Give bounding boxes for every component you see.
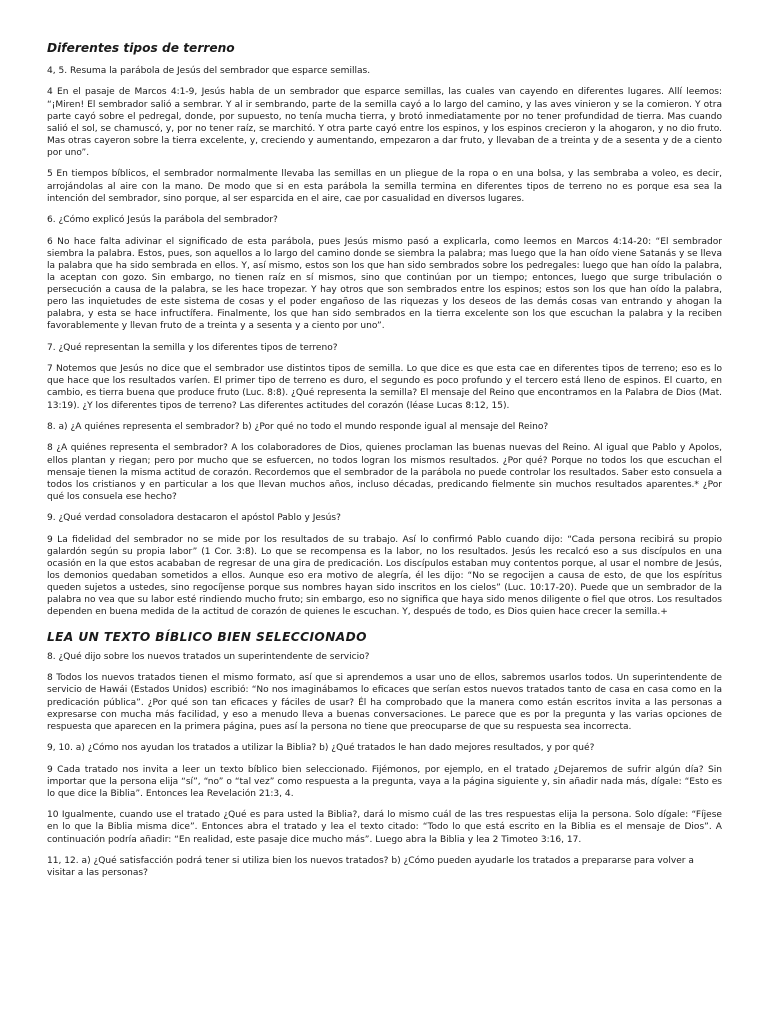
paragraph-9: 9 La fidelidad del sembrador no se mide por los resultados de su trabajo. Así lo confirmó Pablo cuando dijo: “Cada persona recibirá su propio galardón según su propia labor” (1 Cor. 3:8). Lo que se recompensa es la labor, no los resultados. Jesús les recalcó eso a sus discípulos en una ocasión en la que estos acababan de regresar de una gira de predicación. Los discípulos estaban muy contentos porque, al usar el nombre de Jesús, los demonios quedaban sometidos a ellos. Aunque eso era motivo de alegría, él les dijo: “No se regocijen a causa de esto, de que los espíritus queden sujetos a ustedes, sino regocíjense porque sus nombres hayan sido inscritos en los cielos” (Luc. 10:17-20). Puede que un sembrador de la palabra no vea que su labor esté rindiendo mucho fruto; sin embargo, eso no significa que haya sido menos diligente o fiel que otros. Los resultados dependen en buena medida de la actitud de corazón de quienes le escuchan. Y, después de todo, es Dios quien hace crecer la semilla.+ <box>47 534 722 618</box>
question-11-12: 11, 12. a) ¿Qué satisfacción podrá tener si utiliza bien los nuevos tratados? b) ¿Cómo pueden ayudarle los tratados a prepararse para volver a visitar a las personas? <box>47 856 694 879</box>
paragraph-5: 5 En tiempos bíblicos, el sembrador normalmente llevaba las semillas en un pliegue de la ropa o en una bolsa, y las sembraba a voleo, es decir, arrojándolas al aire con la mano. De modo que si en esta parábola la semilla termina en diferentes tipos de terreno no es porque esa sea la intención del sembrador, sino porque, al ser esparcida en el aire, cae por casualidad en diversos lugares. <box>47 169 722 204</box>
paragraph-9b: 9 Cada tratado nos invita a leer un texto bíblico bien seleccionado. Fijémonos, por ejemplo, en el tratado ¿Dejaremos de sufrir algún día? Sin importar que la persona elija “sí”, “no” o “tal vez” como respuesta a la pregunta, vaya a la página siguiente y, sin añadir nada más, dígale: “Esto es lo que dice la Biblia”. Entonces lea Revelación 21:3, 4. <box>47 764 722 799</box>
paragraph-6: 6 No hace falta adivinar el significado de esta parábola, pues Jesús mismo pasó a explicarla, como leemos en Marcos 4:14-20: “El sembrador siembra la palabra. Estos, pues, son aquellos a lo largo del camino donde se siembra la palabra; mas luego que la han oído viene Satanás y se lleva la palabra que ha sido sembrada en ellos. Y, así mismo, estos son los que han sido sembrados sobre los pedregales: luego que han oído la palabra, la aceptan con gozo. Sin embargo, no tienen raíz en sí mismos, sino que continúan por un tiempo; entonces, luego que surge tribulación o persecución a causa de la palabra, se les hace tropezar. Y hay otros que son sembrados entre los espinos; estos son los que han oído la palabra, pero las inquietudes de este sistema de cosas y el poder engañoso de las riquezas y los deseos de las demás cosas van entrando y ahogan la palabra, y esta se hace infructífera. Finalmente, los que han sido sembrados en la tierra excelente son los que escuchan la palabra y la reciben favorablemente y llevan fruto de a treinta y a sesenta y a ciento por uno”. <box>47 236 722 332</box>
section-diferentes-tipos <box>47 65 722 618</box>
question-9: 9. ¿Qué verdad consoladora destacaron el apóstol Pablo y Jesús? <box>47 513 341 524</box>
section-lea-un-texto <box>47 651 722 879</box>
section-title-diferentes-tipos: Diferentes tipos de terreno <box>47 41 235 55</box>
question-4-5: 4, 5. Resuma la parábola de Jesús del sembrador que esparce semillas. <box>47 66 371 76</box>
document-page <box>47 38 722 889</box>
question-8: 8. a) ¿A quiénes representa el sembrador? b) ¿Por qué no todo el mundo responde igual al mensaje del Reino? <box>47 421 549 432</box>
paragraph-7: 7 Notemos que Jesús no dice que el sembrador use distintos tipos de semilla. Lo que dice es que esta cae en diferentes tipos de terreno; eso es lo que hace que los resultados varíen. El primer tipo de terreno es duro, el segundo es poco profundo y el tercero está lleno de espinos. El cuarto, en cambio, es tierra buena que produce fruto (Luc. 8:8). ¿Qué representa la semilla? El mensaje del Reino que encontramos en la Palabra de Dios (Mat. 13:19). ¿Y los diferentes tipos de terreno? Las diferentes actitudes del corazón (léase Lucas 8:12, 15). <box>47 364 722 411</box>
question-8b: 8. ¿Qué dijo sobre los nuevos tratados un superintendente de servicio? <box>47 651 370 662</box>
paragraph-8b: 8 Todos los nuevos tratados tienen el mismo formato, así que si aprendemos a usar uno de ellos, sabremos usarlos todos. Un superintendente de servicio de Hawái (Estados Unidos) escribió: “No nos imaginábamos lo eficaces que serían estos nuevos tratados tanto de casa en casa como en la predicación pública”. ¿Por qué son tan eficaces y fáciles de usar? Él ha comprobado que la manera como están escritos invita a las personas a expresarse con mucha más facilidad, y eso a menudo lleva a buenas conversaciones. Le parece que es por la pregunta y las varias opciones de respuesta que aparecen en la primera página, pues así la persona no tiene que preocuparse de que su respuesta sea incorrecta. <box>47 673 722 732</box>
paragraph-8: 8 ¿A quiénes representa el sembrador? A los colaboradores de Dios, quienes proclaman las buenas nuevas del Reino. Al igual que Pablo y Apolos, ellos plantan y riegan; pero por mucho que se esfuercen, no todos logran los mismos resultados. ¿Por qué? Porque no todos los que escuchan el mensaje tienen la misma actitud de corazón. Recordemos que el sembrador de la parábola no puede controlar los resultados. Saber esto consuela a todos los cristianos y en particular a los que llevan muchos años, incluso décadas, predicando fielmente sin muchos resultados aparentes.* ¿Por qué los consuela ese hecho? <box>47 443 722 502</box>
paragraph-10: 10 Igualmente, cuando use el tratado ¿Qué es para usted la Biblia?, dará lo mismo cuál de las tres respuestas elija la persona. Solo dígale: “Fíjese en lo que la Biblia misma dice”. Entonces abra el tratado y lea el texto citado: “Todo lo que está escrito en la Biblia es el mensaje de Dios”. A continuación podría añadir: “En realidad, este pasaje dice mucho más”. Luego abra la Biblia y lea 2 Timoteo 3:16, 17. <box>47 810 722 845</box>
question-7: 7. ¿Qué representan la semilla y los diferentes tipos de terreno? <box>47 342 338 353</box>
section-title-lea-un-texto: LEA UN TEXTO BÍBLICO BIEN SELECCIONADO <box>47 629 367 644</box>
paragraph-4: 4 En el pasaje de Marcos 4:1-9, Jesús habla de un sembrador que esparce semillas, las cuales van cayendo en diferentes lugares. Allí leemos: “¡Miren! El sembrador salió a sembrar. Y al ir sembrando, parte de la semilla cayó a lo largo del camino, y las aves vinieron y se la comieron. Y otra parte cayó sobre el pedregal, donde, por supuesto, no tenía mucha tierra, y brotó inmediatamente por no tener profundidad de tierra. Mas cuando salió el sol, se chamuscó, y, por no tener raíz, se marchitó. Y otra parte cayó entre los espinos, y los espinos crecieron y la ahogaron, y no dio fruto. Mas otras cayeron sobre la tierra excelente, y, creciendo y aumentando, empezaron a dar fruto, y llevaban de a treinta y de a sesenta y de a ciento por uno”. <box>47 87 722 158</box>
question-6: 6. ¿Cómo explicó Jesús la parábola del sembrador? <box>47 215 278 226</box>
question-9-10: 9, 10. a) ¿Cómo nos ayudan los tratados a utilizar la Biblia? b) ¿Qué tratados le han dado mejores resultados, y por qué? <box>47 743 595 754</box>
